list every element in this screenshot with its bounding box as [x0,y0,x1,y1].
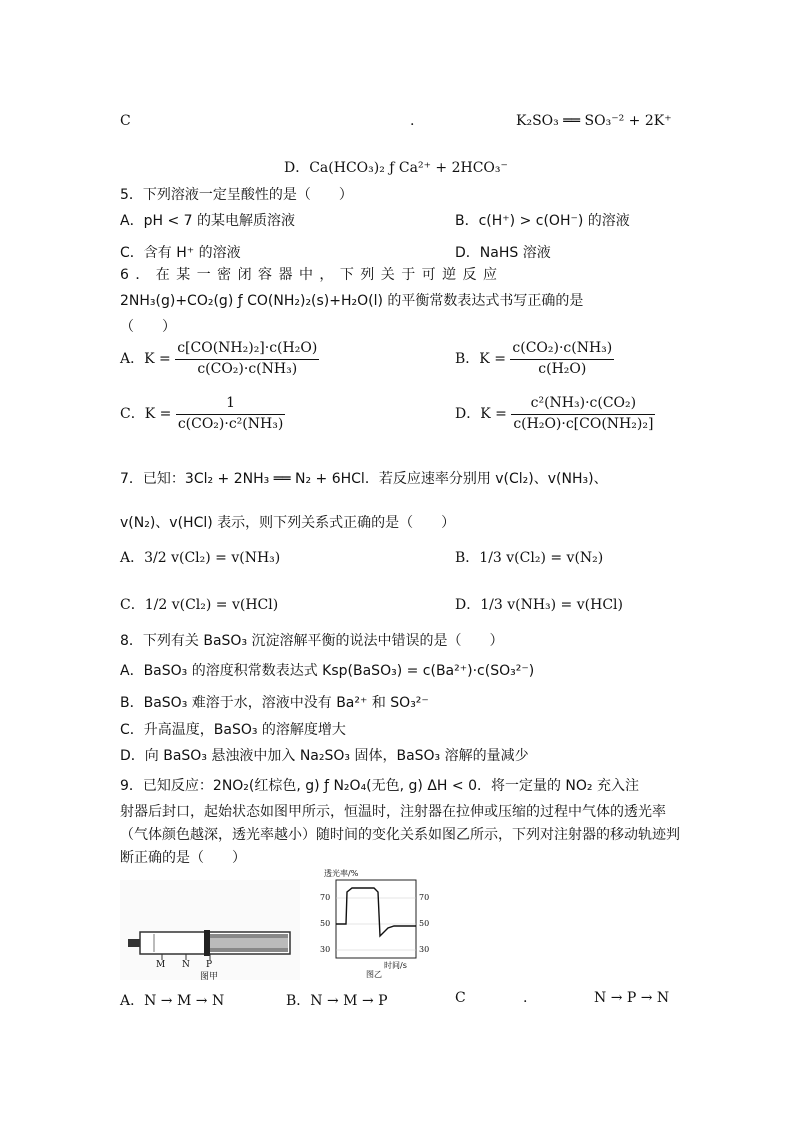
q6-c-numerator: 1 [176,395,285,415]
q8-option-a: A．BaSO₃ 的溶度积常数表达式 Ksp(BaSO₃) = c(Ba²⁺)·c(SO₃²⁻) [120,663,535,679]
figure-syringe [120,880,300,980]
q8-option-c: C．升高温度，BaSO₃ 的溶解度增大 [120,722,346,738]
q7-stem-line1: 7．已知：3Cl₂ + 2NH₃ ══ N₂ + 6HCl．若反应速率分别用 v(Cl₂)、v(NH₃)、 [120,471,608,487]
q6-option-b [455,340,614,378]
chart-tick-right-70: 70 [419,893,430,902]
q5-option-a: A．pH < 7 的某电解质溶液 [120,213,295,229]
q9-stem-line1: 9．已知反应：2NO₂(红棕色, g) ƒ N₂O₄(无色, g) ΔH < 0．将一定量的 NO₂ 充入注 [120,778,639,794]
q9-stem-line3: （气体颜色越深，透光率越小）随时间的变化关系如图乙所示，下列对注射器的移动轨迹判 [120,827,680,843]
q9-option-c-letter: C [455,990,466,1006]
q9-option-c-text: N → P → N [594,990,670,1006]
q6-b-numerator: c(CO₂)·c(NH₃) [510,340,614,360]
q7-option-d: D．1/3 v(NH₃) = v(HCl) [455,597,623,613]
chart-tick-right-30: 30 [419,945,430,954]
q9-option-c-dot: . [523,990,528,1006]
q8-stem: 8．下列有关 BaSO₃ 沉淀溶解平衡的说法中错误的是（ ） [120,633,504,649]
line-c-dot: . [410,113,415,129]
q6-d-denominator: c(H₂O)·c[CO(NH₂)₂] [513,415,654,432]
q6-d-numerator: c²(NH₃)·c(CO₂) [511,395,655,415]
line-c-letter: C [120,113,131,129]
q5-option-b: B．c(H⁺) > c(OH⁻) 的溶液 [455,213,630,229]
q9-stem-line2: 射器后封口，起始状态如图甲所示，恒温时，注射器在拉伸或压缩的过程中气体的透光率 [120,804,666,820]
q9-option-a: A．N → M → N [120,993,225,1009]
chart-xlabel: 时间/s [384,961,407,970]
syringe-caption: 图甲 [200,972,219,982]
syringe-label-n: N [182,960,190,970]
chart-tick-left-70: 70 [320,893,331,902]
q8-option-b: B．BaSO₃ 难溶于水，溶液中没有 Ba²⁺ 和 SO₃²⁻ [120,695,429,711]
q6-b-label: B．K = [455,351,506,367]
q7-option-a: A．3/2 v(Cl₂) = v(NH₃) [120,550,281,566]
line-c-equation: K₂SO₃ ══ SO₃⁻² + 2K⁺ [516,113,672,129]
q5-option-d: D．NaHS 溶液 [455,245,551,261]
q6-c-label: C．K = [120,406,172,422]
chart-ylabel: 透光率/% [324,869,359,878]
chart-tick-left-30: 30 [320,945,331,954]
q6-stem-line1: 6 ． 在 某 一 密 闭 容 器 中 ， 下 列 关 于 可 逆 反 应 [120,267,499,283]
q7-option-c: C．1/2 v(Cl₂) = v(HCl) [120,597,279,613]
figure-transmittance-chart [318,868,438,980]
q6-a-denominator: c(CO₂)·c(NH₃) [197,360,298,377]
q6-d-label: D．K = [455,406,507,422]
chart-tick-right-50: 50 [419,919,430,928]
q6-stem-line3: （ ） [120,319,176,335]
chart-tick-left-50: 50 [320,919,331,928]
q6-option-a [120,340,319,378]
q6-a-label: A．K = [120,351,171,367]
line-d-equation: D．Ca(HCO₃)₂ ƒ Ca²⁺ + 2HCO₃⁻ [284,160,508,176]
q6-option-d [455,395,655,433]
syringe-label-p: P [206,960,213,970]
q6-stem-line2: 2NH₃(g)+CO₂(g) ƒ CO(NH₂)₂(s)+H₂O(l) 的平衡常数表达式书写正确的是 [120,293,584,309]
q7-option-b: B．1/3 v(Cl₂) = v(N₂) [455,550,604,566]
q8-option-d: D．向 BaSO₃ 悬浊液中加入 Na₂SO₃ 固体，BaSO₃ 溶解的量减少 [120,748,529,764]
chart-caption: 图乙 [366,970,382,979]
q6-b-denominator: c(H₂O) [538,360,587,377]
syringe-label-m: M [156,960,166,970]
q5-option-c: C．含有 H⁺ 的溶液 [120,245,241,261]
q6-a-numerator: c[CO(NH₂)₂]·c(H₂O) [175,340,319,360]
q6-c-denominator: c(CO₂)·c²(NH₃) [177,415,284,432]
q5-stem: 5．下列溶液一定呈酸性的是（ ） [120,187,353,203]
q7-stem-line2: v(N₂)、v(HCl) 表示，则下列关系式正确的是（ ） [120,515,456,531]
q9-stem-line4: 断正确的是（ ） [120,850,246,866]
q6-option-c [120,395,285,433]
q9-option-b: B．N → M → P [286,993,388,1009]
